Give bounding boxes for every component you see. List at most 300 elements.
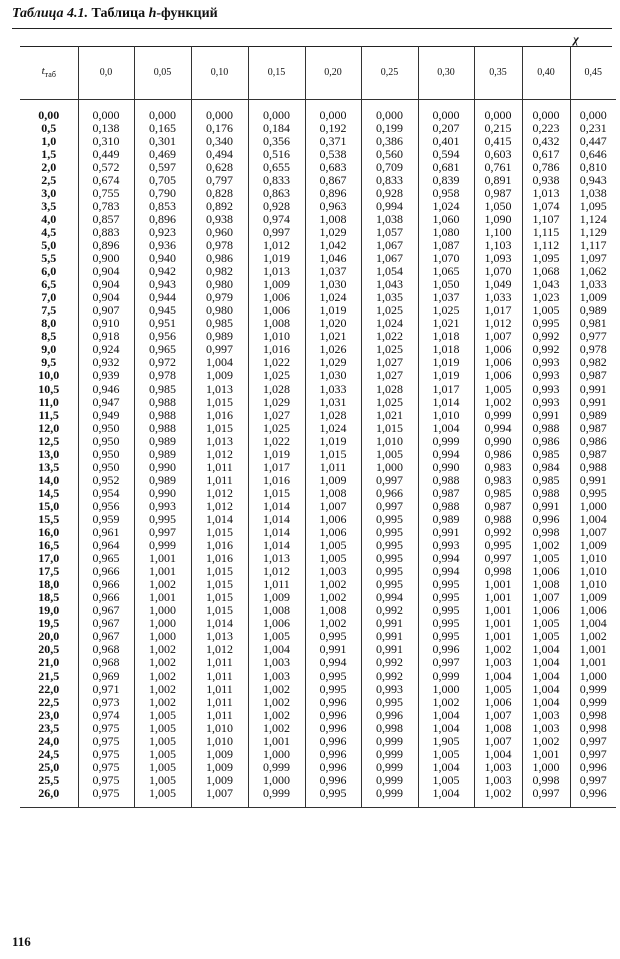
h-value-cell: 1,087 [418, 238, 474, 251]
h-value-cell: 1,001 [474, 604, 522, 617]
column-header: 0,20 [305, 46, 361, 100]
h-value-cell: 1,014 [191, 512, 248, 525]
table-row [20, 330, 616, 343]
h-value-cell: 1,011 [191, 682, 248, 695]
h-value-cell: 1,009 [248, 278, 305, 291]
h-value-cell: 0,999 [418, 434, 474, 447]
h-value-cell: 1,006 [522, 565, 570, 578]
t-value-cell: 24,5 [38, 746, 60, 761]
h-value-cell: 1,014 [418, 395, 474, 408]
h-value-cell: 1,043 [361, 278, 418, 291]
h-value-cell: 0,786 [522, 160, 570, 173]
t-value-cell: 11,0 [38, 394, 59, 409]
h-value-cell: 1,002 [134, 656, 191, 669]
h-value-cell: 1,002 [474, 395, 522, 408]
h-value-cell: 0,985 [522, 447, 570, 460]
h-value-cell: 1,004 [418, 786, 474, 799]
h-value-cell: 0,991 [305, 643, 361, 656]
h-value-cell: 1,010 [361, 434, 418, 447]
t-value-cell: 3,0 [41, 185, 57, 200]
table-row [20, 604, 616, 617]
h-value-cell: 1,006 [248, 291, 305, 304]
h-value-cell: 1,011 [248, 578, 305, 591]
h-value-cell: 0,991 [570, 382, 616, 395]
h-value-cell: 0,975 [78, 721, 134, 734]
h-value-cell: 1,060 [418, 212, 474, 225]
table-row [20, 695, 616, 708]
h-value-cell: 0,356 [248, 134, 305, 147]
h-value-cell: 1,010 [418, 408, 474, 421]
table-row [20, 721, 616, 734]
h-value-cell: 0,938 [191, 212, 248, 225]
h-value-cell: 1,031 [305, 395, 361, 408]
h-value-cell: 0,944 [134, 291, 191, 304]
h-value-cell: 1,004 [418, 708, 474, 721]
h-value-cell: 1,093 [474, 252, 522, 265]
h-value-cell: 0,991 [361, 643, 418, 656]
h-value-cell: 1,005 [248, 630, 305, 643]
h-value-cell: 1,014 [248, 499, 305, 512]
h-value-cell: 0,994 [474, 421, 522, 434]
spacer-cell [418, 799, 474, 808]
h-value-cell: 1,022 [248, 434, 305, 447]
h-value-cell: 1,015 [191, 591, 248, 604]
h-value-cell: 0,997 [361, 499, 418, 512]
h-value-cell: 1,002 [248, 708, 305, 721]
h-value-cell: 0,988 [570, 460, 616, 473]
h-value-cell: 0,978 [570, 343, 616, 356]
h-value-cell: 1,042 [305, 238, 361, 251]
h-value-cell: 0,999 [248, 786, 305, 799]
table-row [20, 225, 616, 238]
h-value-cell: 0,998 [361, 721, 418, 734]
h-value-cell: 1,000 [361, 460, 418, 473]
h-value-cell: 0,992 [361, 604, 418, 617]
h-value-cell: 1,009 [191, 369, 248, 382]
h-value-cell: 1,018 [418, 330, 474, 343]
h-value-cell: 0,386 [361, 134, 418, 147]
table-row [20, 643, 616, 656]
h-value-cell: 1,070 [474, 265, 522, 278]
table-row [20, 199, 616, 212]
h-value-cell: 0,432 [522, 134, 570, 147]
h-value-cell: 0,940 [134, 252, 191, 265]
h-value-cell: 1,014 [248, 526, 305, 539]
t-value-cell: 13,5 [38, 459, 60, 474]
h-value-cell: 0,988 [522, 421, 570, 434]
h-value-cell: 0,966 [78, 578, 134, 591]
spacer-cell [361, 100, 418, 109]
h-value-cell: 0,973 [78, 695, 134, 708]
h-value-cell: 0,996 [418, 643, 474, 656]
h-value-cell: 1,003 [305, 565, 361, 578]
spacer-cell [191, 799, 248, 808]
h-value-cell: 0,999 [474, 408, 522, 421]
h-value-cell: 0,928 [248, 199, 305, 212]
h-value-cell: 1,013 [248, 552, 305, 565]
h-value-cell: 0,998 [522, 773, 570, 786]
h-value-cell: 0,968 [78, 656, 134, 669]
h-value-cell: 1,002 [570, 630, 616, 643]
h-value-cell: 0,998 [570, 721, 616, 734]
h-value-cell: 1,006 [474, 695, 522, 708]
h-value-cell: 1,007 [305, 499, 361, 512]
h-value-cell: 1,003 [474, 656, 522, 669]
h-value-cell: 0,681 [418, 160, 474, 173]
h-value-cell: 1,015 [305, 447, 361, 460]
h-value-cell: 1,000 [570, 499, 616, 512]
table-row [20, 408, 616, 421]
t-value-cell: 18,0 [38, 577, 60, 592]
h-value-cell: 0,996 [305, 760, 361, 773]
h-value-cell: 1,006 [305, 512, 361, 525]
h-value-cell: 1,016 [248, 473, 305, 486]
h-value-cell: 0,994 [418, 447, 474, 460]
t-value-cell: 14,0 [38, 472, 60, 487]
h-value-cell: 1,012 [191, 447, 248, 460]
h-value-cell: 1,007 [570, 526, 616, 539]
h-value-cell: 0,301 [134, 134, 191, 147]
h-value-cell: 1,002 [474, 786, 522, 799]
h-value-cell: 1,007 [474, 708, 522, 721]
h-value-cell: 0,967 [78, 617, 134, 630]
h-value-cell: 1,049 [474, 278, 522, 291]
h-value-cell: 1,065 [418, 265, 474, 278]
h-value-cell: 1,002 [134, 643, 191, 656]
h-value-cell: 0,709 [361, 160, 418, 173]
h-value-cell: 0,951 [134, 317, 191, 330]
h-value-cell: 1,001 [134, 565, 191, 578]
h-value-cell: 1,016 [248, 343, 305, 356]
h-value-cell: 1,017 [248, 460, 305, 473]
h-value-cell: 1,022 [361, 330, 418, 343]
h-value-cell: 1,011 [191, 669, 248, 682]
h-value-cell: 0,968 [78, 643, 134, 656]
h-value-cell: 0,000 [248, 108, 305, 121]
h-value-cell: 0,992 [522, 330, 570, 343]
h-value-cell: 1,008 [474, 721, 522, 734]
h-value-cell: 1,013 [522, 186, 570, 199]
h-value-cell: 1,027 [361, 356, 418, 369]
h-value-cell: 1,002 [305, 578, 361, 591]
h-value-cell: 0,999 [361, 734, 418, 747]
h-value-cell: 0,950 [78, 447, 134, 460]
h-value-cell: 0,000 [418, 108, 474, 121]
h-value-cell: 0,994 [418, 552, 474, 565]
h-value-cell: 1,019 [248, 252, 305, 265]
h-value-cell: 0,000 [474, 108, 522, 121]
h-value-cell: 1,015 [191, 565, 248, 578]
h-value-cell: 0,974 [248, 212, 305, 225]
h-value-cell: 1,010 [570, 578, 616, 591]
h-value-cell: 0,184 [248, 121, 305, 134]
h-value-cell: 1,018 [418, 343, 474, 356]
h-value-cell: 1,027 [248, 408, 305, 421]
h-value-cell: 0,997 [418, 656, 474, 669]
t-value-cell: 22,0 [38, 681, 60, 696]
h-value-cell: 0,988 [522, 486, 570, 499]
h-value-cell: 1,028 [305, 408, 361, 421]
h-value-cell: 1,011 [191, 460, 248, 473]
t-value-cell: 20,0 [38, 629, 60, 644]
h-value-cell: 1,013 [248, 265, 305, 278]
h-value-cell: 1,117 [570, 238, 616, 251]
h-value-cell: 0,705 [134, 173, 191, 186]
h-value-cell: 0,646 [570, 147, 616, 160]
h-value-cell: 1,037 [418, 291, 474, 304]
h-value-cell: 1,000 [418, 682, 474, 695]
t-value-cell: 3,5 [41, 198, 57, 213]
h-value-cell: 1,006 [474, 343, 522, 356]
h-value-cell: 0,961 [78, 526, 134, 539]
h-value-cell: 0,790 [134, 186, 191, 199]
h-value-cell: 1,013 [191, 382, 248, 395]
h-value-cell: 0,907 [78, 304, 134, 317]
h-value-cell: 1,002 [134, 669, 191, 682]
h-value-cell: 1,124 [570, 212, 616, 225]
h-value-cell: 1,012 [474, 317, 522, 330]
h-value-cell: 0,982 [191, 265, 248, 278]
h-value-cell: 0,000 [78, 108, 134, 121]
h-value-cell: 1,030 [305, 369, 361, 382]
h-value-cell: 1,057 [361, 225, 418, 238]
h-value-cell: 0,997 [570, 734, 616, 747]
table-row [20, 395, 616, 408]
spacer-cell [474, 799, 522, 808]
h-value-cell: 1,046 [305, 252, 361, 265]
h-value-cell: 0,828 [191, 186, 248, 199]
t-value-cell: 14,5 [38, 485, 60, 500]
t-value-cell: 19,5 [38, 616, 60, 631]
h-value-cell: 0,000 [522, 108, 570, 121]
t-value-cell: 24,0 [38, 733, 60, 748]
h-value-cell: 0,988 [134, 408, 191, 421]
h-value-cell: 0,683 [305, 160, 361, 173]
h-value-cell: 1,001 [248, 734, 305, 747]
spacer-cell [248, 100, 305, 109]
h-value-cell: 1,015 [191, 421, 248, 434]
h-value-cell: 0,603 [474, 147, 522, 160]
h-value-cell: 1,050 [418, 278, 474, 291]
h-value-cell: 1,019 [418, 356, 474, 369]
h-value-cell: 1,005 [134, 747, 191, 760]
h-value-cell: 1,025 [361, 304, 418, 317]
h-value-cell: 1,002 [474, 643, 522, 656]
table-row [20, 747, 616, 760]
h-value-cell: 1,010 [191, 734, 248, 747]
h-value-cell: 0,833 [361, 173, 418, 186]
h-value-cell: 0,674 [78, 173, 134, 186]
h-value-cell: 1,033 [474, 291, 522, 304]
table-row [20, 278, 616, 291]
h-value-cell: 0,988 [418, 499, 474, 512]
h-value-cell: 0,971 [78, 682, 134, 695]
h-value-cell: 0,975 [78, 773, 134, 786]
h-value-cell: 1,095 [570, 199, 616, 212]
h-value-cell: 1,017 [474, 304, 522, 317]
h-value-cell: 0,993 [522, 395, 570, 408]
h-value-cell: 1,005 [305, 552, 361, 565]
spacer-cell [522, 799, 570, 808]
spacer-cell [361, 799, 418, 808]
h-value-cell: 1,012 [248, 565, 305, 578]
h-value-cell: 0,992 [361, 669, 418, 682]
caption-text: Таблица h-функций [91, 6, 218, 21]
h-value-cell: 1,003 [522, 708, 570, 721]
h-value-cell: 1,026 [305, 343, 361, 356]
h-value-cell: 1,013 [191, 434, 248, 447]
parameter-symbol: χ [573, 32, 579, 46]
table-row [20, 108, 616, 121]
spacer-cell [570, 100, 616, 109]
h-value-cell: 1,004 [570, 617, 616, 630]
column-header: 0,0 [78, 46, 134, 100]
table-row [20, 539, 616, 552]
spacer-cell [20, 100, 78, 109]
h-value-cell: 0,990 [134, 486, 191, 499]
h-value-cell: 1,019 [305, 304, 361, 317]
table-row [20, 369, 616, 382]
h-value-cell: 1,000 [248, 773, 305, 786]
h-value-cell: 1,010 [570, 565, 616, 578]
column-header: 0,40 [522, 46, 570, 100]
h-value-cell: 1,025 [361, 343, 418, 356]
spacer-cell [570, 799, 616, 808]
h-value-cell: 0,991 [570, 395, 616, 408]
h-value-cell: 0,996 [305, 773, 361, 786]
h-value-cell: 0,923 [134, 225, 191, 238]
h-value-cell: 0,892 [191, 199, 248, 212]
h-value-cell: 0,999 [361, 747, 418, 760]
table-row [20, 252, 616, 265]
h-value-cell: 0,956 [134, 330, 191, 343]
h-value-cell: 0,597 [134, 160, 191, 173]
h-value-cell: 1,005 [522, 617, 570, 630]
h-value-cell: 1,007 [522, 591, 570, 604]
h-value-cell: 0,628 [191, 160, 248, 173]
h-value-cell: 0,993 [522, 356, 570, 369]
spacer-cell [305, 100, 361, 109]
t-value-cell: 26,0 [38, 785, 60, 800]
h-value-cell: 1,000 [570, 669, 616, 682]
h-value-cell: 0,965 [78, 552, 134, 565]
column-header: 0,25 [361, 46, 418, 100]
t-value-cell: 17,0 [38, 551, 60, 566]
t-value-cell: 7,0 [41, 290, 57, 305]
h-value-cell: 0,998 [474, 565, 522, 578]
h-value-cell: 1,005 [134, 734, 191, 747]
h-value-cell: 0,995 [361, 539, 418, 552]
h-value-cell: 0,969 [78, 669, 134, 682]
h-value-cell: 0,985 [474, 486, 522, 499]
h-value-cell: 1,005 [522, 552, 570, 565]
h-value-cell: 1,001 [570, 643, 616, 656]
table-row [20, 147, 616, 160]
h-value-cell: 1,029 [305, 356, 361, 369]
h-value-cell: 1,004 [522, 669, 570, 682]
h-value-cell: 1,025 [248, 369, 305, 382]
h-value-cell: 1,027 [361, 369, 418, 382]
t-value-cell: 8,5 [41, 329, 57, 344]
h-value-cell: 0,993 [522, 382, 570, 395]
h-value-cell: 0,983 [474, 473, 522, 486]
h-value-cell: 1,002 [305, 617, 361, 630]
page-number: 116 [12, 934, 31, 949]
h-value-cell: 0,494 [191, 147, 248, 160]
h-value-cell: 0,918 [78, 330, 134, 343]
h-value-cell: 1,010 [570, 552, 616, 565]
h-value-cell: 0,833 [248, 173, 305, 186]
h-value-cell: 0,996 [305, 695, 361, 708]
top-rule [12, 28, 612, 29]
h-value-cell: 1,004 [522, 682, 570, 695]
h-value-cell: 0,977 [570, 330, 616, 343]
t-value-cell: 15,0 [38, 498, 60, 513]
h-value-cell: 1,003 [522, 721, 570, 734]
h-value-cell: 1,001 [134, 552, 191, 565]
table-row [20, 578, 616, 591]
h-value-cell: 1,001 [474, 630, 522, 643]
spacer-cell [191, 100, 248, 109]
h-value-cell: 0,974 [78, 708, 134, 721]
h-value-cell: 1,006 [248, 304, 305, 317]
h-value-cell: 1,022 [248, 356, 305, 369]
h-value-cell: 0,000 [361, 108, 418, 121]
h-value-cell: 1,014 [191, 617, 248, 630]
h-value-cell: 0,997 [191, 343, 248, 356]
t-value-cell: 21,5 [38, 668, 60, 683]
h-value-cell: 1,014 [248, 512, 305, 525]
h-value-cell: 1,043 [522, 278, 570, 291]
h-value-cell: 0,989 [418, 512, 474, 525]
h-value-cell: 0,594 [418, 147, 474, 160]
h-value-cell: 0,988 [418, 473, 474, 486]
h-value-cell: 1,029 [248, 395, 305, 408]
h-value-cell: 0,447 [570, 134, 616, 147]
h-value-cell: 0,996 [361, 708, 418, 721]
spacer-cell [78, 100, 134, 109]
table-row [20, 786, 616, 799]
h-value-cell: 0,997 [361, 473, 418, 486]
h-value-cell: 0,975 [78, 760, 134, 773]
h-value-cell: 1,005 [474, 682, 522, 695]
h-value-cell: 0,972 [134, 356, 191, 369]
h-value-cell: 1,035 [361, 291, 418, 304]
h-value-cell: 1,005 [474, 382, 522, 395]
h-value-cell: 1,001 [134, 591, 191, 604]
h-value-cell: 0,992 [474, 526, 522, 539]
h-value-cell: 0,415 [474, 134, 522, 147]
table-row [20, 760, 616, 773]
h-value-cell: 0,936 [134, 238, 191, 251]
h-value-cell: 1,004 [191, 356, 248, 369]
h-value-cell: 0,223 [522, 121, 570, 134]
h-value-cell: 0,932 [78, 356, 134, 369]
h-value-cell: 1,006 [522, 604, 570, 617]
h-value-cell: 0,947 [78, 395, 134, 408]
h-value-cell: 0,371 [305, 134, 361, 147]
h-value-cell: 0,991 [361, 617, 418, 630]
h-value-cell: 1,019 [305, 434, 361, 447]
h-value-cell: 1,002 [134, 578, 191, 591]
h-value-cell: 1,012 [191, 486, 248, 499]
h-value-cell: 1,005 [361, 447, 418, 460]
t-value-cell: 19,0 [38, 603, 60, 618]
table-caption [12, 6, 218, 22]
t-value-cell: 25,0 [38, 759, 60, 774]
spacer-cell [305, 799, 361, 808]
h-value-cell: 0,996 [570, 786, 616, 799]
